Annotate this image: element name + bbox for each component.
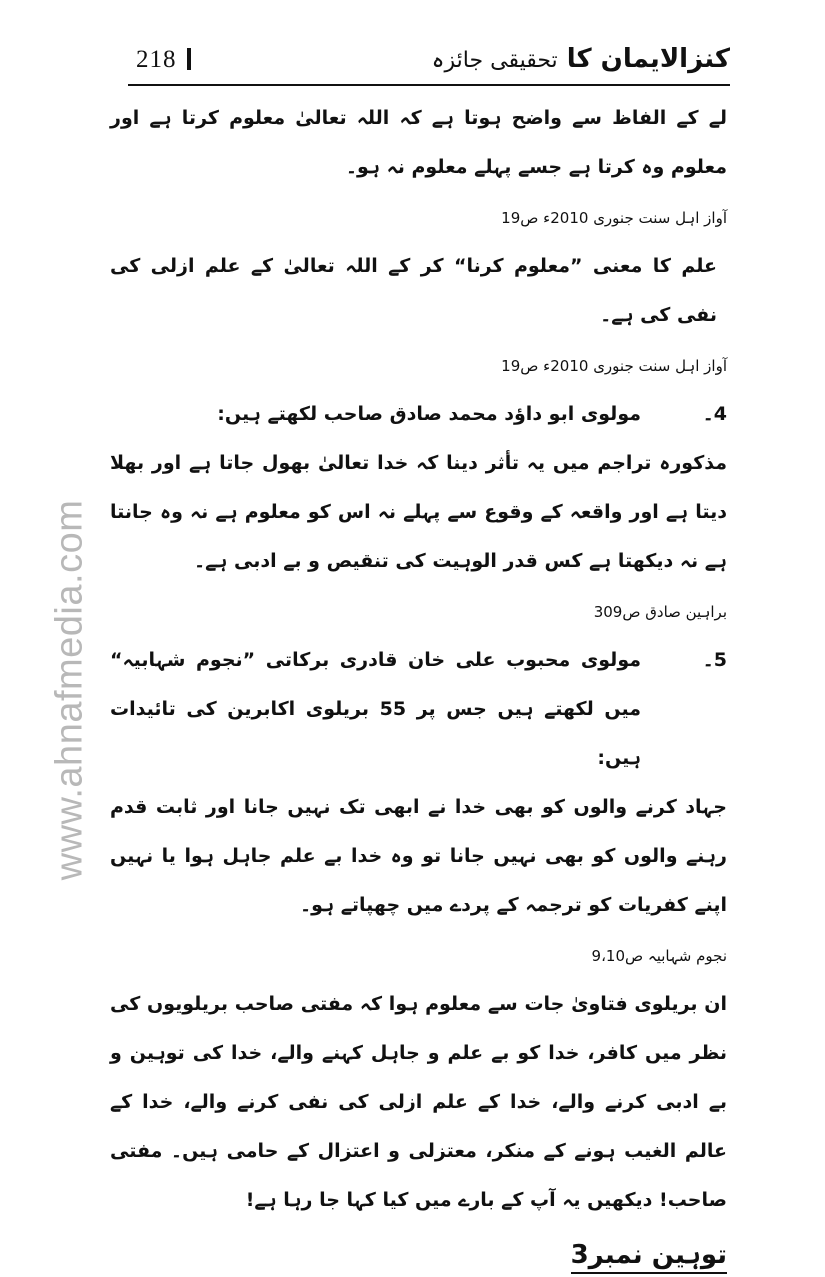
page-number: 218 (136, 46, 191, 74)
page-header (128, 44, 730, 86)
reference: براہین صادق ص309 (593, 603, 727, 621)
page-body (110, 94, 727, 1277)
item-text: مولوی محبوب علی خان قادری برکاتی ”نجوم شہابیہ“ میں لکھتے ہیں جس پر 55 بریلوی اکابرین کی تائیدات ہیں: (110, 649, 641, 769)
paragraph: لے کے الفاظ سے واضح ہوتا ہے کہ اللہ تعالیٰ معلوم کرتا ہے اور معلوم وہ کرتا ہے جسے پہلے معلوم نہ ہو۔ (110, 107, 727, 178)
reference: آواز اہل سنت جنوری 2010ء ص19 (501, 209, 727, 227)
book-title: کنزالایمان کا تحقیقی جائزہ (431, 44, 730, 74)
paragraph: ان بریلوی فتاویٰ جات سے معلوم ہوا کہ مفتی صاحب بریلویوں کی نظر میں کافر، خدا کو بے علم و جاہل کہنے والے، خدا کی توہین و بے ادبی کرنے والے، خدا کے علم ازلی کی نفی کرنے والے، خدا کے عالم الغیب ہونے کے منکر، معتزلی و اعتزال کے حامی ہیں۔ مفتی صاحب! دیکھیں یہ آپ کے بارے میں کیا کہا جا رہا ہے! (110, 993, 727, 1211)
quote-paragraph: مذکورہ تراجم میں یہ تأثر دینا کہ خدا تعالیٰ بھول جاتا ہے اور بھلا دیتا ہے اور واقعہ کے وقوع سے پہلے نہ اس کو معلوم ہے نہ وہ جانتا ہے نہ دیکھتا ہے کس قدر الوہیت کی تنقیص و بے ادبی ہے۔ (110, 452, 727, 572)
reference: نجوم شہابیہ ص9،10 (591, 947, 727, 965)
item-text: مولوی ابو داؤد محمد صادق صاحب لکھتے ہیں: (217, 403, 641, 425)
numbered-item (110, 390, 727, 439)
quote-paragraph: جہاد کرنے والوں کو بھی خدا نے ابھی تک نہیں جانا اور ثابت قدم رہنے والوں کو بھی نہیں جانا تو وہ خدا بے علم جاہل ہوا یا نہیں اپنے کفریات کو ترجمہ کے پردے میں چھپاتے ہو۔ (110, 796, 727, 916)
numbered-item (110, 636, 727, 783)
item-number: 4۔ (702, 403, 727, 425)
reference: آواز اہل سنت جنوری 2010ء ص19 (501, 357, 727, 375)
section-heading: توہین نمبر3 (110, 1233, 727, 1277)
item-number: 5۔ (702, 649, 727, 671)
watermark: www.ahnafmedia.com (48, 499, 91, 881)
paragraph: علم کا معنی ”معلوم کرنا“ کر کے اللہ تعالیٰ کے علم ازلی کی نفی کی ہے۔ (110, 255, 717, 326)
